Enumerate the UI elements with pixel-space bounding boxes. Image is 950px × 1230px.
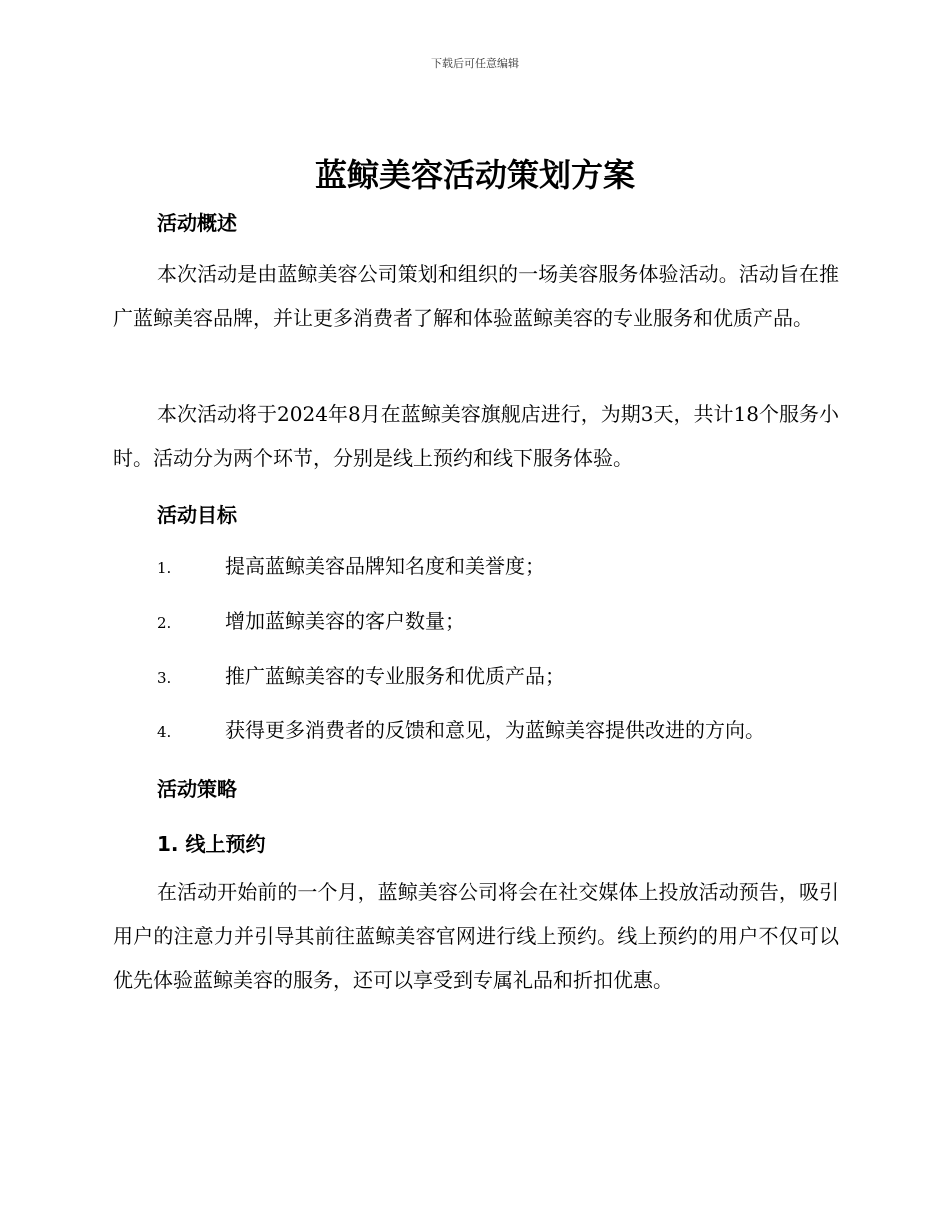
- goal-list-number: 1.: [157, 559, 172, 577]
- subheading-online-booking: 1. 线上预约: [157, 832, 266, 856]
- overview-paragraph-2: 本次活动将于2024年8月在蓝鲸美容旗舰店进行，为期3天，共计18个服务小时。活动分为两个环节，分别是线上预约和线下服务体验。: [113, 402, 839, 470]
- goal-list-number: 3.: [157, 669, 172, 687]
- goal-list-number: 4.: [157, 723, 172, 741]
- goal-list-text: 提高蓝鲸美容品牌知名度和美誉度；: [225, 554, 545, 578]
- section-heading-goals: 活动目标: [157, 503, 237, 527]
- section-heading-strategy: 活动策略: [157, 777, 237, 801]
- goal-list-text: 推广蓝鲸美容的专业服务和优质产品；: [225, 664, 565, 688]
- goal-list-number: 2.: [157, 614, 172, 632]
- header-note: 下载后可任意编辑: [431, 57, 519, 70]
- strategy-paragraph: 在活动开始前的一个月，蓝鲸美容公司将会在社交媒体上投放活动预告，吸引用户的注意力并引导其前往蓝鲸美容官网进行线上预约。线上预约的用户不仅可以优先体验蓝鲸美容的服务，还可以享受到专属礼品和折扣优惠。: [113, 880, 839, 992]
- goal-list-text: 获得更多消费者的反馈和意见，为蓝鲸美容提供改进的方向。: [225, 718, 765, 742]
- section-heading-overview: 活动概述: [157, 211, 237, 235]
- page-title: 蓝鲸美容活动策划方案: [314, 156, 635, 194]
- overview-paragraph-1: 本次活动是由蓝鲸美容公司策划和组织的一场美容服务体验活动。活动旨在推广蓝鲸美容品牌，并让更多消费者了解和体验蓝鲸美容的专业服务和优质产品。: [113, 262, 839, 330]
- goal-list-text: 增加蓝鲸美容的客户数量；: [225, 609, 465, 633]
